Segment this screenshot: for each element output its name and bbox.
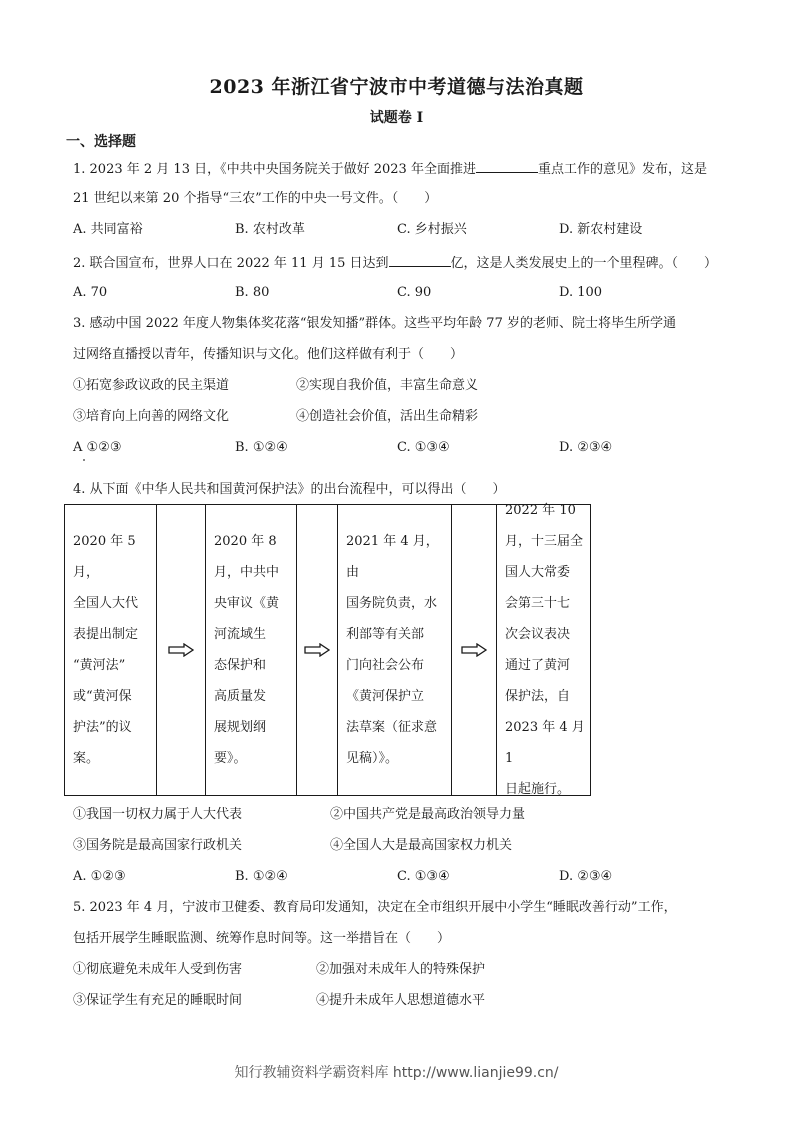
flow-line: 见稿）》。 xyxy=(346,751,399,766)
q5-statement-4: ④提升未成年人思想道德水平 xyxy=(316,993,486,1008)
flow-line: 门向社会公布 xyxy=(346,658,425,673)
flow-line: 次会议表决 xyxy=(505,627,571,642)
q1-text-a: 1. 2023 年 2 月 13 日，《中共中央国务院关于做好 2023 年全面推进 xyxy=(73,162,476,177)
flow-line: 2020 年 5 月， xyxy=(73,534,136,580)
q4-option-d: D. ②③④ xyxy=(559,869,613,884)
flow-line: 国人大常委 xyxy=(505,565,571,580)
q3-option-d: D. ②③④ xyxy=(559,440,613,455)
flow-line: 利部等有关部 xyxy=(346,627,425,642)
flow-line: 月，中共中 xyxy=(214,565,280,580)
section-heading: 一、选择题 xyxy=(66,134,136,150)
q2-line1 xyxy=(73,253,717,273)
flow-line: 全国人大代 xyxy=(73,596,139,611)
q5-statement-3: ③保证学生有充足的睡眠时间 xyxy=(73,993,243,1008)
page-subtitle: 试题卷 I xyxy=(369,110,424,126)
flow-line: 日起施行。 xyxy=(505,782,571,797)
footer-watermark[interactable]: 知行教辅资料学霸资料库 http://www.lianjie99.cn/ xyxy=(234,1065,559,1081)
q3-statement-3: ③培育向上向善的网络文化 xyxy=(73,409,230,424)
q3-statement-4: ④创造社会价值，活出生命精彩 xyxy=(296,409,479,424)
q2-option-b: B. 80 xyxy=(235,285,270,300)
q1-option-d: D. 新农村建设 xyxy=(559,222,643,237)
flow-line: 会第三十七 xyxy=(505,596,571,611)
flow-line: “黄河法” xyxy=(73,658,126,673)
q5-line1: 5. 2023 年 4 月，宁波市卫健委、教育局印发通知，决定在全市组织开展中小学生“睡眠改善行动”工作， xyxy=(73,900,677,915)
flow-line: 《黄河保护立 xyxy=(346,689,425,704)
flow-line: 或“黄河保 xyxy=(73,689,132,704)
q2-option-d: D. 100 xyxy=(559,285,603,300)
flow-line: 2020 年 8 xyxy=(214,534,277,549)
q2-blank xyxy=(389,253,451,267)
q3-line1: 3. 感动中国 2022 年度人物集体奖花落“银发知播”群体。这些平均年龄 77 岁的老师、院士将毕生所学通 xyxy=(73,316,676,331)
flow-line: 2022 年 10 xyxy=(505,503,576,518)
flow-line: 法草案（征求意 xyxy=(346,720,438,735)
flow-line: 要》。 xyxy=(214,751,247,766)
q3-option-a: A ①②③ xyxy=(73,440,122,455)
q4-statement-3: ③国务院是最高国家行政机关 xyxy=(73,838,243,853)
q1-line1 xyxy=(73,159,707,179)
flow-step-2 xyxy=(206,505,297,795)
flow-line: 河流域生 xyxy=(214,627,267,642)
flow-line: 2023 年 4 月 1 xyxy=(505,720,585,766)
q4-statement-2: ②中国共产党是最高政治领导力量 xyxy=(330,807,526,822)
stray-dot xyxy=(83,459,85,461)
q4-option-b: B. ①②④ xyxy=(235,869,288,884)
q2-option-c: C. 90 xyxy=(397,285,432,300)
flow-line: 保护法，自 xyxy=(505,689,571,704)
flow-table xyxy=(64,504,591,796)
q5-statement-2: ②加强对未成年人的特殊保护 xyxy=(316,962,486,977)
arrow-right-icon xyxy=(452,643,496,657)
flow-line: 案。 xyxy=(73,751,100,766)
flow-step-1 xyxy=(65,505,157,795)
q2-option-a: A. 70 xyxy=(73,285,108,300)
q3-line2: 过网络直播授以青年，传播知识与文化。他们这样做有利于（ ） xyxy=(73,347,464,362)
flow-step-3-text xyxy=(338,526,451,774)
q1-line2: 21 世纪以来第 20 个指导“三农”工作的中央一号文件。（ ） xyxy=(73,191,438,206)
q3-option-c: C. ①③④ xyxy=(397,440,450,455)
flow-step-1-text xyxy=(65,526,156,774)
q3-statement-2: ②实现自我价值，丰富生命意义 xyxy=(296,378,479,393)
flow-line: 2021 年 4 月，由 xyxy=(346,534,439,580)
q1-option-c: C. 乡村振兴 xyxy=(397,222,467,237)
flow-line: 态保护和 xyxy=(214,658,267,673)
arrow-right-icon xyxy=(157,643,205,657)
flow-step-2-text xyxy=(206,526,281,774)
flow-line: 护法”的议 xyxy=(73,720,132,735)
q4-line1: 4. 从下面《中华人民共和国黄河保护法》的出台流程中，可以得出（ ） xyxy=(73,482,506,497)
flow-line: 国务院负责，水 xyxy=(346,596,438,611)
flow-line: 月，十三届全 xyxy=(505,534,584,549)
flow-line: 通过了黄河 xyxy=(505,658,571,673)
q2-text-b: 亿，这是人类发展史上的一个里程碑。（ ） xyxy=(450,256,718,271)
q4-option-c: C. ①③④ xyxy=(397,869,450,884)
q4-option-a: A. ①②③ xyxy=(73,869,126,884)
q3-statement-1: ①拓宽参政议政的民主渠道 xyxy=(73,378,230,393)
flow-line: 央审议《黄 xyxy=(214,596,280,611)
q1-option-b: B. 农村改革 xyxy=(235,222,305,237)
flow-arrow-cell-1 xyxy=(157,505,206,795)
flow-step-4 xyxy=(497,505,590,795)
q5-line2: 包括开展学生睡眠监测、统筹作息时间等。这一举措旨在（ ） xyxy=(73,931,451,946)
q2-text-a: 2. 联合国宣布，世界人口在 2022 年 11 月 15 日达到 xyxy=(73,256,389,271)
q4-statement-4: ④全国人大是最高国家权力机关 xyxy=(330,838,513,853)
q3-option-b: B. ①②④ xyxy=(235,440,288,455)
flow-arrow-cell-2 xyxy=(297,505,338,795)
flow-line: 表提出制定 xyxy=(73,627,139,642)
flow-step-3 xyxy=(338,505,452,795)
flow-line: 展规划纲 xyxy=(214,720,267,735)
q4-statement-1: ①我国一切权力属于人大代表 xyxy=(73,807,243,822)
flow-line: 高质量发 xyxy=(214,689,267,704)
q5-statement-1: ①彻底避免未成年人受到伤害 xyxy=(73,962,243,977)
q1-text-b: 重点工作的意见》发布，这是 xyxy=(537,162,707,177)
arrow-right-icon xyxy=(297,643,337,657)
flow-arrow-cell-3 xyxy=(452,505,497,795)
q1-blank xyxy=(476,159,538,173)
page-title: 2023 年浙江省宁波市中考道德与法治真题 xyxy=(209,76,584,98)
flow-step-4-text xyxy=(497,495,590,805)
q1-option-a: A. 共同富裕 xyxy=(73,222,143,237)
